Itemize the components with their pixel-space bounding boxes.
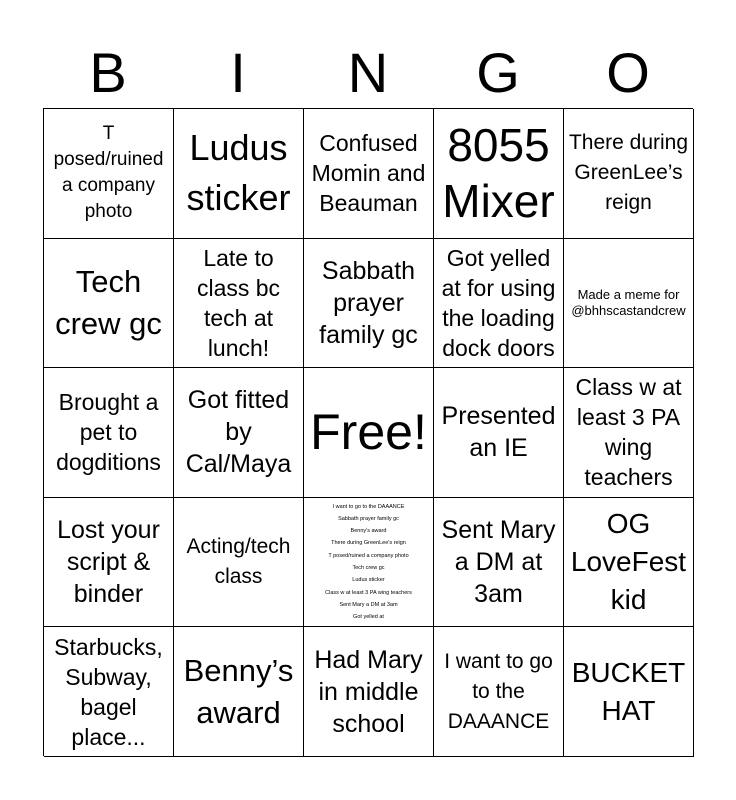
bingo-cell-r5c5[interactable] bbox=[564, 627, 694, 757]
cell-text: Late to class bc tech at lunch! bbox=[196, 244, 281, 361]
bingo-cell-r3c1[interactable] bbox=[44, 368, 174, 498]
bingo-cell-r1c3[interactable] bbox=[304, 109, 434, 239]
caller-list-item: Class w at least 3 PA wing teachers bbox=[325, 589, 412, 596]
bingo-cell-r4c2[interactable] bbox=[174, 498, 304, 628]
bingo-cell-r4c3[interactable] bbox=[304, 498, 434, 628]
cell-text: Ludus sticker bbox=[186, 127, 291, 219]
header-letter-o: O bbox=[606, 41, 650, 104]
bingo-cell-r5c1[interactable] bbox=[44, 627, 174, 757]
bingo-cell-r4c1[interactable] bbox=[44, 498, 174, 628]
caller-list-item: I want to go to the DAAANCE bbox=[332, 503, 405, 510]
cell-text: 8055 Mixer bbox=[442, 119, 555, 228]
cell-text: Brought a pet to dogditions bbox=[56, 389, 161, 476]
bingo-card bbox=[43, 108, 693, 756]
cell-text: Presented an IE bbox=[441, 402, 556, 463]
bingo-cell-r2c3[interactable] bbox=[304, 239, 434, 369]
bingo-header bbox=[43, 40, 693, 106]
caller-list-item: Sent Mary a DM at 3am bbox=[339, 601, 398, 608]
cell-text: Tech crew gc bbox=[55, 263, 162, 341]
bingo-cell-r2c1[interactable] bbox=[44, 239, 174, 369]
bingo-cell-r2c4[interactable] bbox=[434, 239, 564, 369]
header-letter-g: G bbox=[476, 41, 520, 104]
cell-text: BUCKET HAT bbox=[571, 656, 686, 726]
cell-text: Starbucks, Subway, bagel place... bbox=[54, 633, 163, 750]
bingo-cell-r3c2[interactable] bbox=[174, 368, 304, 498]
caller-list-item: Sabbath prayer family gc bbox=[338, 515, 399, 522]
caller-list-item: Got yelled at bbox=[353, 614, 384, 621]
cell-text: Acting/tech class bbox=[186, 535, 291, 589]
free-space-label: Free! bbox=[310, 404, 427, 461]
bingo-cell-r2c2[interactable] bbox=[174, 239, 304, 369]
cell-text: Got yelled at for using the loading dock doors bbox=[441, 244, 556, 361]
cell-text: Benny’s award bbox=[183, 652, 294, 730]
bingo-cell-r2c5[interactable] bbox=[564, 239, 694, 369]
bingo-cell-r4c4[interactable] bbox=[434, 498, 564, 628]
header-letter-b: B bbox=[89, 41, 127, 104]
header-letter-n: N bbox=[347, 41, 389, 104]
cell-text: Sent Mary a DM at 3am bbox=[441, 516, 556, 609]
cell-text: Class w at least 3 PA wing teachers bbox=[575, 374, 682, 491]
caller-list-item: Tech crew gc bbox=[352, 565, 385, 572]
cell-text: Had Mary in middle school bbox=[314, 645, 423, 738]
caller-list-item: Ludus sticker bbox=[352, 577, 385, 584]
cell-text: Sabbath prayer family gc bbox=[319, 256, 418, 349]
bingo-cell-r5c4[interactable] bbox=[434, 627, 564, 757]
bingo-cell-r1c1[interactable] bbox=[44, 109, 174, 239]
bingo-cell-r3c5[interactable] bbox=[564, 368, 694, 498]
caller-list-item: There during GreenLee's reign bbox=[331, 540, 406, 547]
cell-text: Lost your script & binder bbox=[57, 516, 160, 609]
cell-text: Confused Momin and Beauman bbox=[311, 130, 426, 217]
cell-text: I want to go to the DAAANCE bbox=[444, 649, 553, 733]
bingo-cell-r4c5[interactable] bbox=[564, 498, 694, 628]
bingo-cell-r5c3[interactable] bbox=[304, 627, 434, 757]
cell-text: Made a meme for @bhhscastandcrew bbox=[571, 286, 686, 318]
bingo-cell-r1c5[interactable] bbox=[564, 109, 694, 239]
cell-text: OG LoveFest kid bbox=[570, 508, 687, 616]
caller-list-item: Benny's award bbox=[350, 528, 387, 535]
bingo-cell-r1c4[interactable] bbox=[434, 109, 564, 239]
caller-list bbox=[325, 502, 412, 623]
cell-text: There during GreenLee’s reign bbox=[568, 131, 689, 215]
free-space[interactable] bbox=[304, 368, 434, 498]
bingo-cell-r3c4[interactable] bbox=[434, 368, 564, 498]
header-letter-i: I bbox=[230, 41, 246, 104]
bingo-cell-r5c2[interactable] bbox=[174, 627, 304, 757]
caller-list-item: T posed/ruined a company photo bbox=[328, 552, 409, 559]
bingo-cell-r1c2[interactable] bbox=[174, 109, 304, 239]
cell-text: T posed/ruined a company photo bbox=[53, 123, 164, 223]
cell-text: Got fitted by Cal/Maya bbox=[185, 386, 292, 479]
